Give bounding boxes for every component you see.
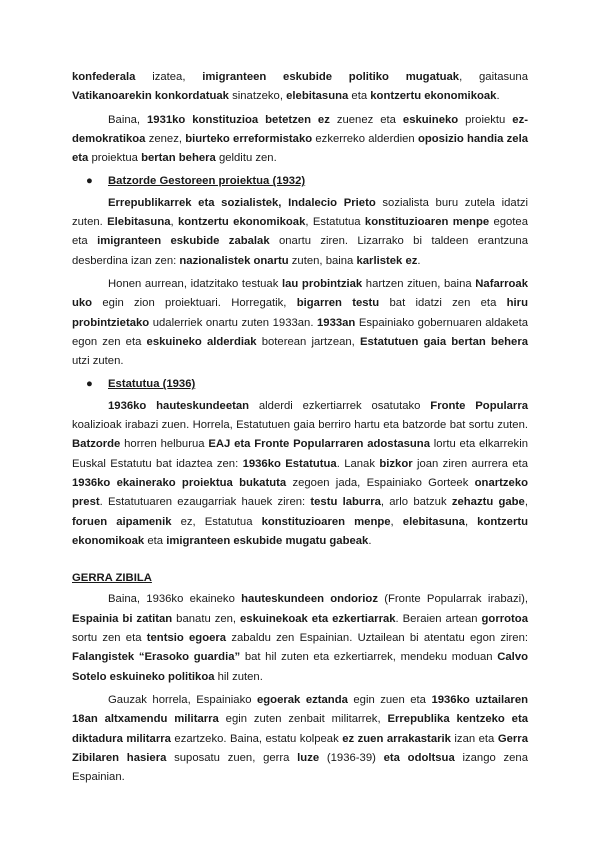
bold-text: 1936ko hauteskundeetan [108, 399, 250, 412]
bold-text: konfederala [72, 71, 136, 83]
text-run: . Estatutuaren ezaugarriak hauek ziren: [99, 496, 311, 509]
text-run: boterean jartzean, [256, 335, 360, 348]
text-run: Espainiako gobernuaren aldaketa egon zen eta [72, 316, 528, 348]
text-run: ez, Estatutua [171, 515, 262, 528]
text-run: . [417, 254, 421, 267]
text-run: egin zuen eta [347, 693, 432, 706]
bold-text: hauteskundeen ondorioz [241, 593, 378, 606]
bold-text: Gerra Zibilaren hasiera [72, 732, 528, 764]
text-run: (Fronte Popularrak irabazi), [377, 593, 529, 606]
text-run: ezkerreko alderdien [312, 132, 418, 145]
bold-text: oposizio handia zela eta [72, 132, 528, 165]
text-run: lortu eta elkarrekin Euskal Estatutu bat idaztea zen: [72, 438, 528, 470]
text-run: sortu zen eta [72, 632, 147, 645]
bold-text: 1936ko Estatutua [242, 457, 337, 470]
bold-text: bigarren testu [296, 297, 380, 310]
text-run: alderdi ezkertiarrek osatutako [249, 399, 431, 412]
bold-text: bertan behera [141, 152, 216, 165]
text-run: , Estatutua [305, 216, 365, 229]
bold-text: elebitasuna [286, 90, 349, 103]
bold-text: lau probintziak [281, 277, 363, 290]
bold-text: Elebitasuna [107, 216, 171, 229]
bold-text: Falangistek “Erasoko guardia” [72, 651, 241, 664]
text-run: ezartzeko. Baina, estatu kolpeak [170, 732, 343, 745]
bold-text: 1933an [317, 316, 356, 329]
paragraph [72, 691, 528, 787]
text-run: Gauzak horrela, Espainiako [108, 693, 257, 706]
estatutua-paragraphs [72, 397, 528, 551]
text-run: . Lanak [336, 457, 380, 470]
section-heading [72, 569, 528, 588]
text-run: suposatu zuen, gerra [166, 751, 298, 764]
bold-text: bizkor [379, 457, 413, 470]
text-run: koalizioak irabazi zuen. Horrela, Estatutuen gaia berriro hartu eta batzorde bat sortu zuten. [72, 419, 528, 432]
text-run: zenez, [145, 132, 186, 145]
bold-text: karlistek ez [356, 254, 418, 267]
paragraph [72, 275, 528, 371]
text-run: egotea eta [72, 216, 529, 248]
text-run: Baina, 1936ko ekaineko [108, 593, 242, 606]
text-run: eta [144, 534, 167, 547]
text-run: proiektu [458, 113, 513, 126]
text-run: . [496, 90, 500, 103]
text-run: Baina, [108, 113, 147, 126]
bold-text: 1936ko uztailaren 18an altxamendu militarra [72, 693, 528, 726]
text-run: onartu ziren. Lizarrako bi taldeen erantzuna desberdina izan zen: [72, 235, 528, 267]
bold-text: Espainia bi zatitan [72, 612, 173, 625]
text-run: zuten, baina [288, 254, 357, 267]
text-run: izango zena Espainian. [72, 751, 528, 784]
text-run: zabaldu zen Espainian. Uztailean bi atentatu egon ziren: [226, 632, 528, 645]
bold-text: kontzertu ekonomikoak [370, 90, 497, 103]
batzorde-paragraphs [72, 194, 528, 372]
paragraph [72, 397, 528, 551]
bold-text: onartzeko prest [72, 476, 528, 509]
text-run: , arlo batzuk [380, 496, 452, 509]
bold-text: tentsio egoera [146, 632, 227, 645]
bold-text: gorrotoa [481, 612, 528, 625]
bold-text: Fronte Popularra [430, 399, 529, 412]
bold-text: ez zuen arrakastarik [342, 732, 451, 745]
document-page [72, 68, 528, 791]
bullet-dot: ● [86, 378, 93, 391]
paragraph [72, 590, 528, 686]
bold-text: testu laburra [310, 496, 381, 509]
bold-text: 1936ko ekainerako proiektua bukatuta [72, 476, 287, 489]
text-run: udalerriek onartu zuten 1933an. [149, 316, 317, 329]
bold-text: nazionalistek onartu [179, 254, 289, 267]
bold-text: Vatikanoarekin konkordatuak [72, 90, 229, 103]
text-run: bat idatzi zen eta [379, 297, 507, 310]
bold-text: eta odoltsua [383, 751, 455, 764]
bullet-estatutua-1936 [72, 375, 528, 394]
bullet-heading: Estatutua (1936) [108, 378, 196, 391]
bold-text: Nafarroak uko [72, 277, 528, 310]
bold-text: Estatutuen gaia bertan behera [359, 335, 529, 348]
bold-text: konstituzioaren menpe [261, 515, 391, 528]
text-run: (1936-39) [319, 751, 384, 764]
bold-text: imigranteen eskubide politiko mugatuak [202, 71, 460, 83]
text-run: , [464, 515, 478, 528]
text-run: zuenez eta [329, 113, 403, 126]
text-run: , [170, 216, 178, 229]
text-run: Honen aurrean, idatzitako testuak [108, 277, 282, 290]
text-run: sinatzeko, [228, 90, 287, 103]
bold-text: Errepublikarrek eta sozialistek, Indalecio Prieto [108, 196, 376, 209]
text-run: proiektua [88, 152, 142, 165]
paragraph [72, 194, 528, 271]
bold-text: eskuineko alderdiak [146, 335, 257, 348]
bold-text: 1931ko konstituzioa betetzen ez [147, 113, 330, 126]
bold-text: hiru probintzietako [72, 297, 528, 329]
bold-text: foruen aipamenik [72, 515, 172, 528]
bold-text: elebitasuna [402, 515, 465, 528]
section-title: GERRA ZIBILA [72, 572, 152, 585]
bold-text: Errepublika kentzeko eta diktadura militarra [72, 713, 528, 745]
text-run: bat hil zuten eta ezkertiarrek, mendeku moduan [240, 651, 498, 664]
text-run: egin zion proiektuari. Horregatik, [92, 297, 297, 310]
bold-text: kontzertu ekonomikoak [178, 216, 306, 229]
bold-text: ez-demokratikoa [72, 113, 528, 145]
bullet-heading: Batzorde Gestoreen proiektua (1932) [108, 175, 306, 188]
text-run: , [390, 515, 403, 528]
text-run: , [524, 496, 528, 509]
text-run: joan ziren aurrera eta [412, 457, 528, 470]
text-run: gelditu zen. [215, 152, 277, 165]
bold-text: konstituzioaren menpe [364, 216, 490, 229]
text-run: egin zuten zenbait militarrek, [218, 713, 388, 726]
gerra-zibila-paragraphs [72, 590, 528, 787]
bold-text: Batzorde [72, 438, 121, 451]
text-run: eta [348, 90, 371, 103]
bold-text: EAJ eta Fronte Popularraren adostasuna [208, 438, 430, 451]
bullet-dot: ● [86, 175, 93, 188]
text-run: hil zuten. [214, 670, 263, 683]
bold-text: zehaztu gabe [451, 496, 525, 509]
bold-text: biurteko erreformistako [185, 132, 313, 145]
text-run: utzi zuten. [72, 355, 124, 368]
paragraph [72, 68, 528, 107]
bold-text: egoerak eztanda [257, 693, 348, 706]
text-run: horren helburua [120, 438, 209, 451]
text-run: hartzen zituen, baina [362, 277, 476, 290]
bold-text: imigranteen eskubide mugatu gabeak [166, 534, 369, 547]
text-run: izan eta [450, 732, 498, 745]
text-run: banatu zen, [172, 612, 241, 625]
bold-text: luze [297, 751, 320, 764]
text-run: sozialista buru zutela idatzi zuten. [72, 196, 528, 229]
intro-paragraphs [72, 68, 528, 168]
text-run: zegoen jada, Espainiako Gorteek [286, 476, 475, 489]
text-run: izatea, [135, 71, 203, 83]
text-run: . [368, 534, 372, 547]
text-run: . Beraien artean [395, 612, 482, 625]
bold-text: Calvo Sotelo eskuineko politikoa [72, 651, 528, 683]
bold-text: imigranteen eskubide zabalak [97, 235, 270, 248]
bullet-batzorde-gestoreen [72, 172, 528, 191]
text-run: , gaitasuna [459, 71, 528, 83]
bold-text: eskuineko [402, 113, 459, 126]
bold-text: kontzertu ekonomikoak [72, 515, 529, 547]
paragraph [72, 111, 528, 169]
bold-text: eskuinekoak eta ezkertiarrak [240, 612, 396, 625]
